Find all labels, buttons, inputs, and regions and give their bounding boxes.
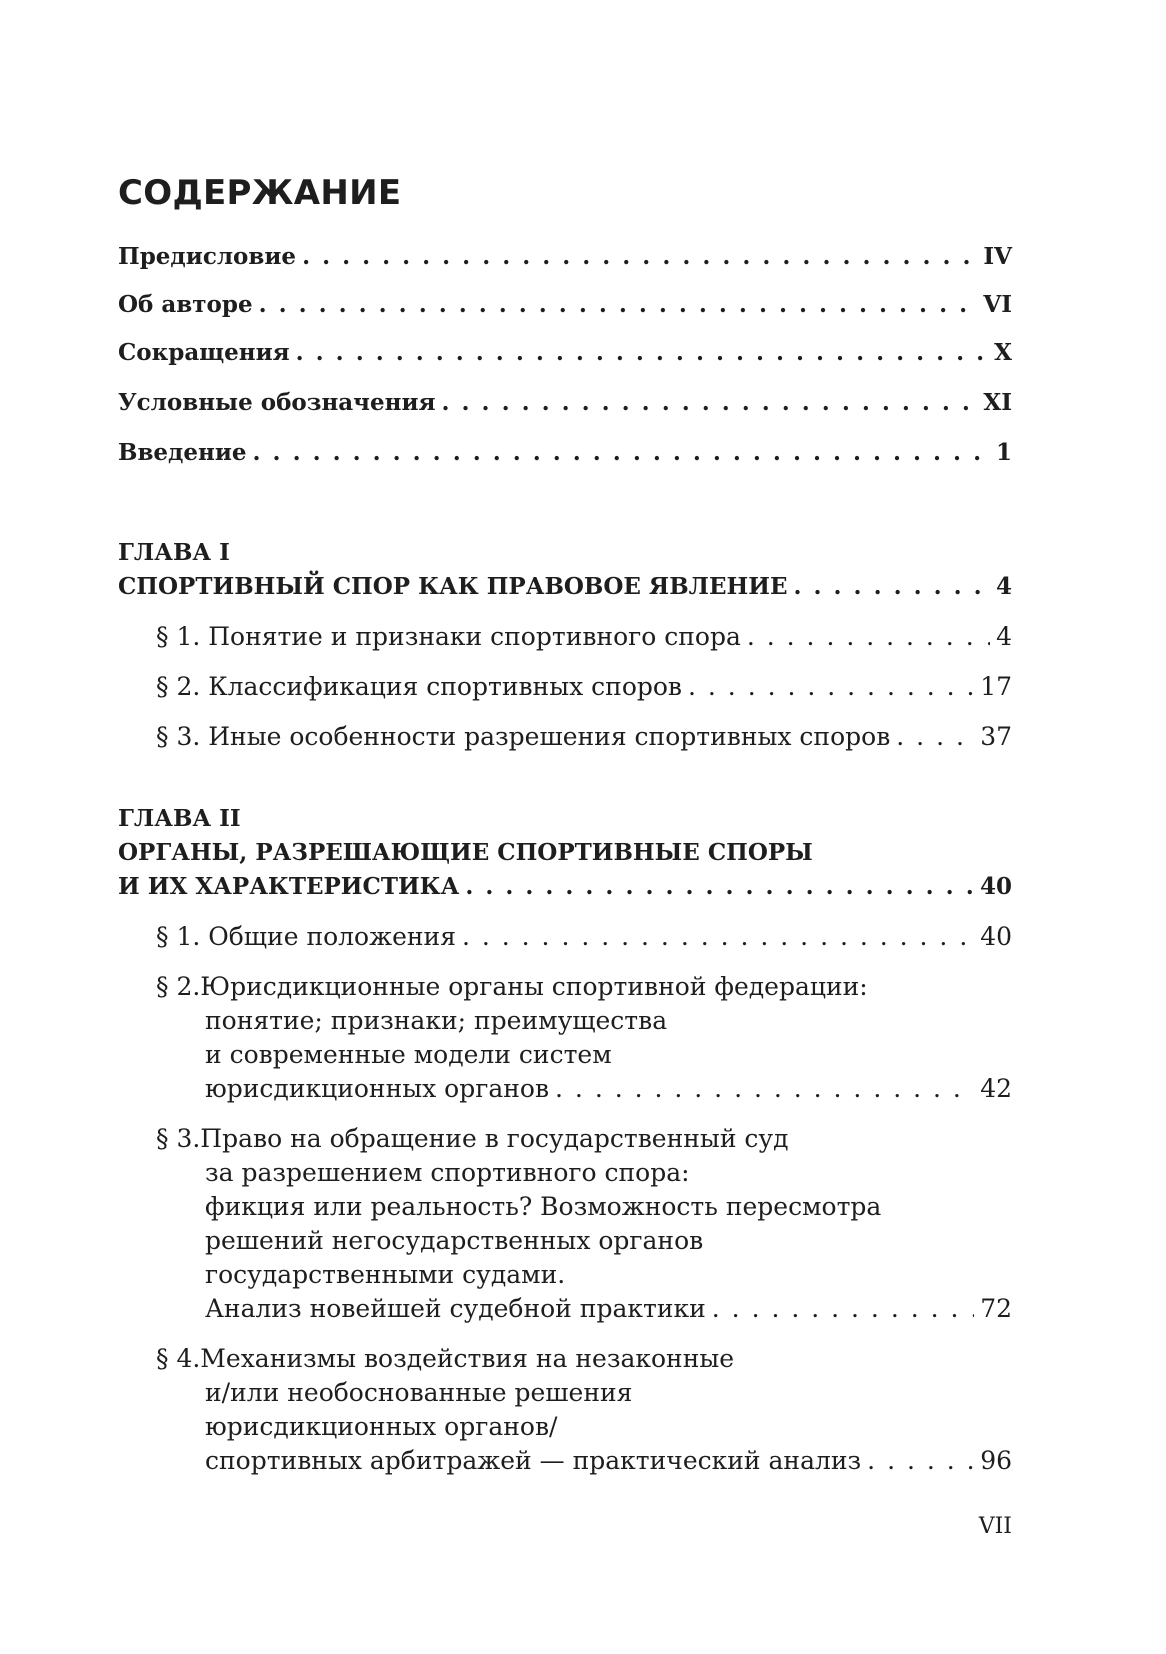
toc-entry-ch2-sec4[interactable] <box>205 1444 1012 1478</box>
toc-leader <box>442 386 978 420</box>
toc-entry-page: 40 <box>979 873 1012 900</box>
toc-entry-page: 4 <box>996 622 1012 651</box>
toc-entry-page: 37 <box>980 722 1012 751</box>
section-title-line: за разрешением спортивного спора: <box>205 1158 690 1187</box>
chapter-title: СПОРТИВНЫЙ СПОР КАК ПРАВОВОЕ ЯВЛЕНИЕ <box>118 573 788 600</box>
toc-entry-ch2-sec3[interactable] <box>205 1292 1012 1326</box>
section-title: § 3. Иные особенности разрешения спортивных споров <box>156 722 891 751</box>
toc-entry-preface[interactable] <box>118 240 1012 274</box>
toc-entry-label: Об авторе <box>118 291 253 318</box>
section-title-line: и/или необоснованные решения <box>205 1378 633 1407</box>
toc-entry-page: 40 <box>980 922 1012 951</box>
toc-entry-page: 1 <box>995 439 1012 466</box>
chapter-1-label: ГЛАВА I <box>118 539 230 566</box>
section-title: § 3.Право на обращение в государственный суд <box>156 1124 789 1153</box>
section-title-line: юрисдикционных органов <box>205 1074 550 1103</box>
toc-leader <box>896 720 974 754</box>
toc-entry-about-author[interactable] <box>118 288 1012 322</box>
toc-entry-introduction[interactable] <box>118 436 1012 470</box>
section-title: § 2. Классификация спортивных споров <box>156 672 683 701</box>
section-title-line: фикция или реальность? Возможность пересмотра <box>205 1192 882 1221</box>
toc-entry-page: 96 <box>980 1446 1012 1475</box>
toc-entry-label: Введение <box>118 439 247 466</box>
toc-leader <box>302 240 977 274</box>
section-title-line: юрисдикционных органов/ <box>205 1412 558 1441</box>
toc-entry-ch1-sec2[interactable] <box>156 670 1012 704</box>
chapter-2-label: ГЛАВА II <box>118 805 241 832</box>
section-title-line: государственными судами. <box>205 1260 566 1289</box>
toc-leader <box>794 570 990 604</box>
chapter-title: И ИХ ХАРАКТЕРИСТИКА <box>118 873 460 900</box>
toc-entry-page: IV <box>983 243 1012 270</box>
toc-entry-ch2-sec2[interactable] <box>205 1072 1012 1106</box>
toc-entry-page: 17 <box>980 672 1012 701</box>
toc-entry-ch1-sec1[interactable] <box>156 620 1012 654</box>
section-title-line: решений негосударственных органов <box>205 1226 704 1255</box>
section-title-line: спортивных арбитражей — практический анализ <box>205 1446 862 1475</box>
section-title-line: Анализ новейшей судебной практики <box>205 1294 706 1323</box>
toc-leader <box>747 620 990 654</box>
toc-leader <box>465 870 974 904</box>
toc-leader <box>688 670 974 704</box>
toc-leader <box>712 1292 974 1326</box>
toc-entry-page: 72 <box>980 1294 1012 1323</box>
toc-entry-page: VI <box>983 291 1012 318</box>
toc-entry-abbreviations[interactable] <box>118 336 1012 370</box>
toc-entry-symbols[interactable] <box>118 386 1012 420</box>
toc-leader <box>462 920 974 954</box>
toc-leader <box>296 336 988 370</box>
section-title-line: понятие; признаки; преимущества <box>205 1006 668 1035</box>
toc-entry-page: X <box>994 339 1012 366</box>
section-title: § 1. Общие положения <box>156 922 456 951</box>
section-title: § 1. Понятие и признаки спортивного спора <box>156 622 741 651</box>
toc-leader <box>259 288 978 322</box>
toc-leader <box>253 436 990 470</box>
toc-entry-page: 42 <box>980 1074 1012 1103</box>
toc-entry-label: Сокращения <box>118 339 290 366</box>
toc-entry-chapter-2[interactable] <box>118 870 1012 904</box>
toc-entry-chapter-1[interactable] <box>118 570 1012 604</box>
toc-entry-ch2-sec1[interactable] <box>156 920 1012 954</box>
toc-leader <box>555 1072 974 1106</box>
toc-entry-label: Условные обозначения <box>118 389 436 416</box>
section-title-line: и современные модели систем <box>205 1040 612 1069</box>
toc-entry-page: 4 <box>995 573 1012 600</box>
toc-entry-label: Предисловие <box>118 243 297 270</box>
page-number: VII <box>978 1514 1012 1539</box>
toc-entry-ch1-sec3[interactable] <box>156 720 1012 754</box>
chapter-title: ОРГАНЫ, РАЗРЕШАЮЩИЕ СПОРТИВНЫЕ СПОРЫ <box>118 839 813 866</box>
section-title: § 4.Механизмы воздействия на незаконные <box>156 1344 735 1373</box>
page-title: СОДЕРЖАНИЕ <box>118 173 402 213</box>
toc-entry-page: XI <box>983 389 1012 416</box>
toc-leader <box>867 1444 974 1478</box>
section-title: § 2.Юрисдикционные органы спортивной федерации: <box>156 972 868 1001</box>
